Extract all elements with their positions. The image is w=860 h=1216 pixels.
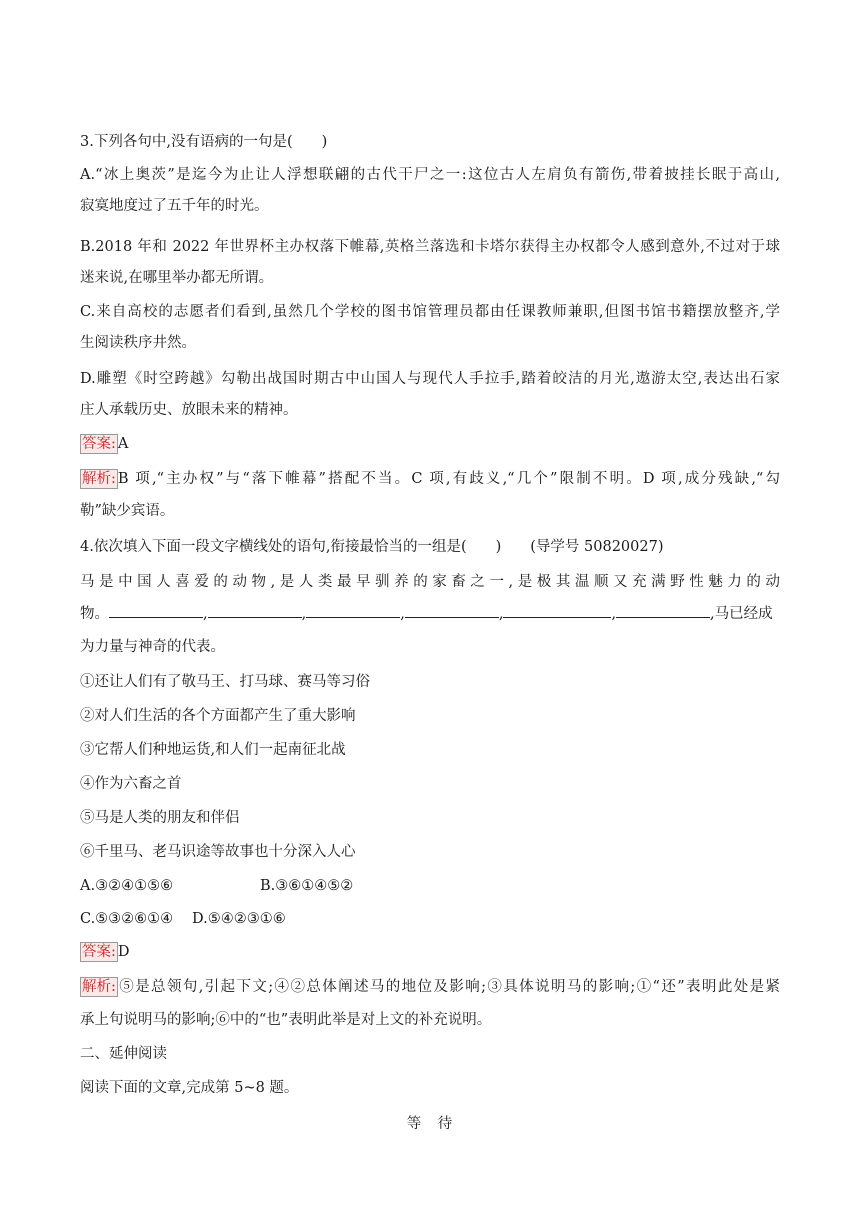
q4-passage-line-2 bbox=[80, 603, 780, 624]
comma: , bbox=[611, 606, 617, 622]
q4-answer bbox=[80, 942, 780, 962]
q3-option-b-line-2: 迷来说,在哪里举办都无所谓。 bbox=[80, 270, 274, 286]
fill-blank-1 bbox=[109, 603, 203, 618]
fill-blank-6 bbox=[616, 603, 710, 618]
analysis-label-tag: 解析: bbox=[82, 471, 116, 487]
q4-item-2: ②对人们生活的各个方面都产生了重大影响 bbox=[80, 708, 356, 724]
q3-option-d-line-2: 庄人承载历史、放眼未来的精神。 bbox=[80, 402, 298, 418]
fill-blank-3 bbox=[306, 603, 400, 618]
fill-blank-4 bbox=[405, 603, 499, 618]
q4-analysis-line-2: 承上句说明马的影响;⑥中的“也”表明此举是对上文的补充说明。 bbox=[80, 1012, 492, 1028]
passage-text: ,马已经成 bbox=[710, 606, 773, 622]
q4-option-b: B.③⑥①④⑤② bbox=[260, 878, 354, 894]
comma: , bbox=[203, 606, 208, 622]
q4-passage-line-3: 为力量与神奇的代表。 bbox=[80, 639, 225, 655]
answer-label-tag: 答案: bbox=[82, 944, 116, 960]
q3-option-c-line-2: 生阅读秩序井然。 bbox=[80, 335, 196, 351]
comma: , bbox=[400, 606, 405, 622]
q4-item-5: ⑤马是人类的朋友和伴侣 bbox=[80, 810, 240, 826]
q4-options-row-1 bbox=[80, 876, 780, 896]
q4-option-a: A.③②④①⑤⑥ bbox=[80, 878, 174, 894]
answer-label-tag: 答案: bbox=[82, 436, 116, 452]
question-3-stem: 3.下列各句中,没有语病的一句是( ) bbox=[80, 134, 328, 150]
q3-analysis-line-1 bbox=[80, 469, 780, 489]
q3-option-d-line-1: D.雕塑《时空跨越》勾勒出战国时期古中山国人与现代人手拉手,踏着皎洁的月光,遨游太空,表达出石家 bbox=[80, 371, 780, 387]
q3-option-b-line-1: B.2018 年和 2022 年世界杯主办权落下帷幕,英格兰落选和卡塔尔获得主办权都令人感到意外,不过对于球 bbox=[80, 239, 780, 255]
q4-passage-line-1: 马是中国人喜爱的动物,是人类最早驯养的家畜之一,是极其温顺又充满野性魅力的动 bbox=[80, 574, 780, 590]
comma: , bbox=[301, 606, 307, 622]
q3-analysis-line-2: 勒”缺少宾语。 bbox=[80, 503, 175, 519]
reading-instruction: 阅读下面的文章,完成第 5~8 题。 bbox=[80, 1080, 299, 1096]
q3-option-c-line-1: C.来自高校的志愿者们看到,虽然几个学校的图书馆管理员都由任课教师兼职,但图书馆书籍摆放整齐,学 bbox=[80, 304, 780, 320]
q3-answer bbox=[80, 434, 780, 454]
q4-item-6: ⑥千里马、老马识途等故事也十分深入人心 bbox=[80, 844, 356, 860]
analysis-label-tag: 解析: bbox=[82, 979, 116, 995]
q3-option-a-line-2: 寂寞地度过了五千年的时光。 bbox=[80, 198, 269, 214]
comma: , bbox=[498, 606, 504, 622]
q4-analysis-line-1 bbox=[80, 977, 780, 997]
analysis-text: ⑤是总领句,引起下文;④②总体阐述马的地位及影响;③具体说明马的影响;①“还”表明此处是紧 bbox=[117, 979, 780, 995]
fill-blank-5 bbox=[503, 603, 611, 618]
q3-option-a-line-1: A.“冰上奥茨”是迄今为止让人浮想联翩的古代干尸之一:这位古人左肩负有箭伤,带着披挂长眠于高山, bbox=[80, 167, 780, 183]
passage-text: 物。 bbox=[80, 606, 109, 622]
fill-blank-2 bbox=[208, 603, 302, 618]
analysis-text: B 项,“主办权”与“落下帷幕”搭配不当。C 项,有歧义,“几个”限制不明。D 项,成分残缺,“勾 bbox=[117, 471, 780, 487]
q4-item-3: ③它帮人们种地运货,和人们一起南征北战 bbox=[80, 742, 346, 758]
q4-option-c: C.⑤③②⑥①④ bbox=[80, 911, 174, 927]
answer-value: D bbox=[117, 944, 130, 960]
article-title: 等 待 bbox=[406, 1116, 454, 1132]
question-4-stem: 4.依次填入下面一段文字横线处的语句,衔接最恰当的一组是( ) (导学号 50820027) bbox=[80, 539, 664, 555]
q4-options-row-2 bbox=[80, 909, 780, 929]
section-heading: 二、延伸阅读 bbox=[80, 1046, 167, 1062]
q4-item-1: ①还让人们有了敬马王、打马球、赛马等习俗 bbox=[80, 674, 370, 690]
answer-value: A bbox=[117, 436, 129, 452]
q4-item-4: ④作为六畜之首 bbox=[80, 776, 182, 792]
q4-option-d: D.⑤④②③①⑥ bbox=[192, 911, 286, 927]
